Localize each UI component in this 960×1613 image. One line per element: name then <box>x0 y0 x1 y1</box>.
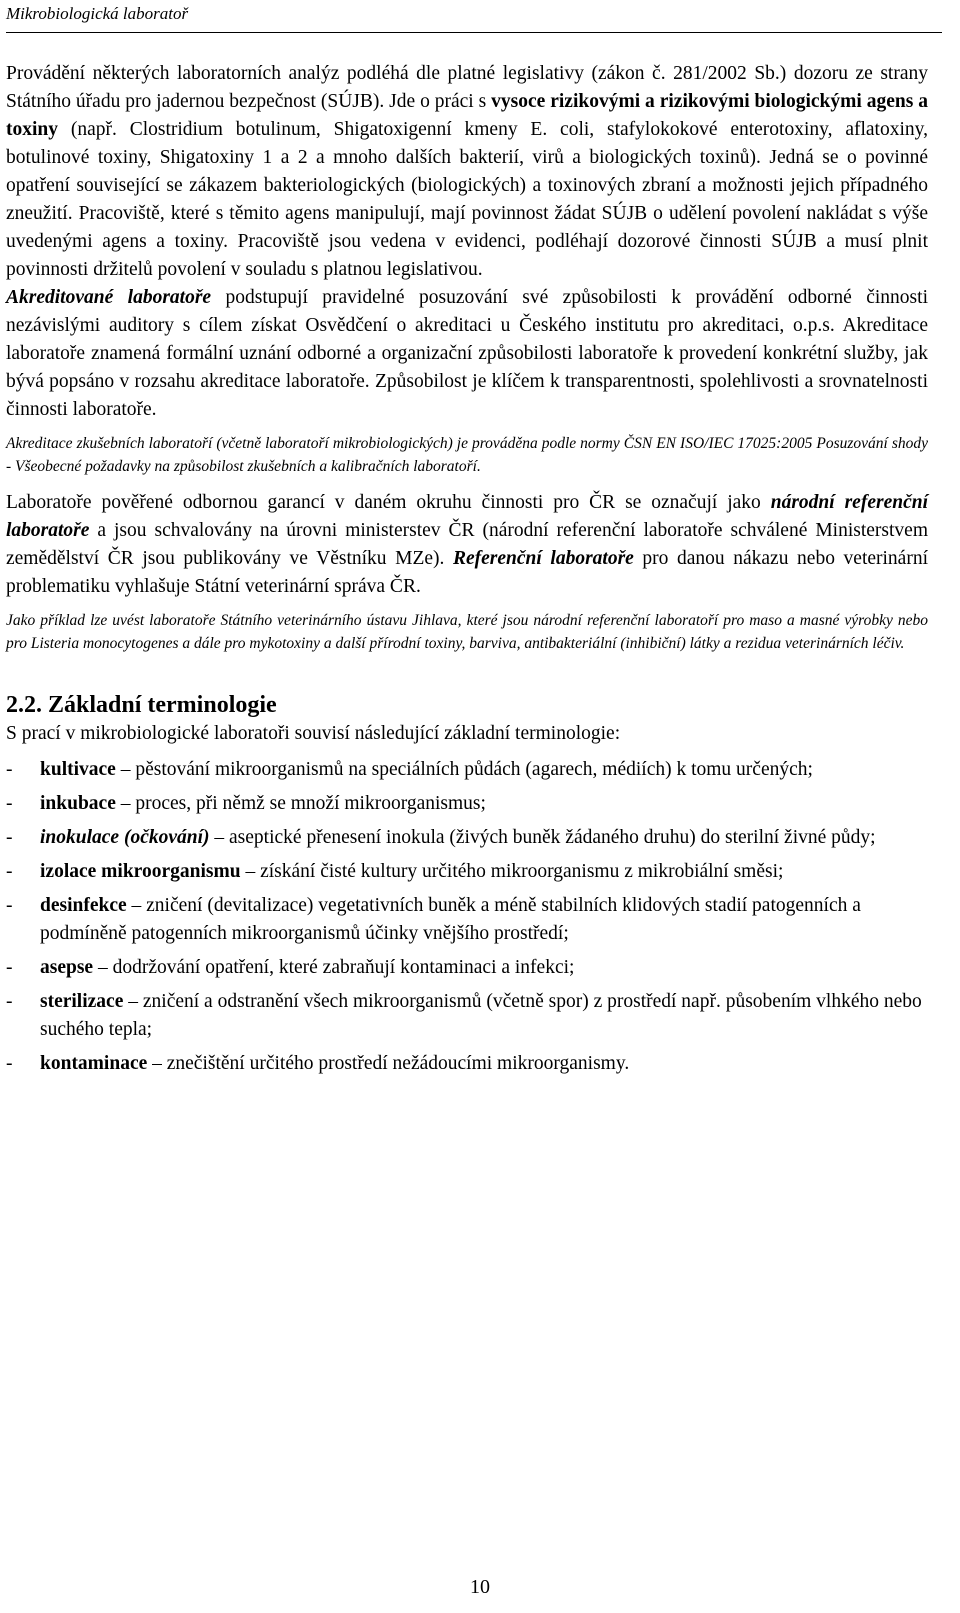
paragraph-text: a jsou schvalovány na úrovni ministerstev ČR (národní referenční laboratoře schválené Ministerstvem zemědělství ČR jsou publikovány ve Věstníku MZe). <box>6 520 928 569</box>
emphasis-national-reference: národní referenční laboratoře <box>6 492 928 541</box>
section-heading: 2.2. Základní terminologie <box>6 692 277 718</box>
paragraph-text: podstupují pravidelné posuzování své způsobilosti k provádění odborné činnosti nezávislými auditory s cílem získat Osvědčení o akreditaci u Českého institutu pro akreditaci, o.p.s. Akreditace laboratoře znamená formální uznání odborné a organizační způsobilosti laboratoře k provedení konkrétní služby, jak bývá popsáno v rozsahu akreditace laboratoře. Způsobilost je klíčem k transparentnosti, spolehlivosti a srovnatelnosti činnosti laboratoře. <box>6 287 928 420</box>
paragraph-text: Laboratoře pověřené odbornou garancí v daném okruhu činnosti pro ČR se označují jako <box>6 492 771 513</box>
paragraph-accredited-labs <box>6 284 928 424</box>
emphasis-reference: Referenční laboratoře <box>453 548 634 569</box>
list-dash: - <box>6 957 13 978</box>
term-name: kontaminace <box>40 1053 148 1074</box>
paragraph-reference-labs <box>6 489 928 601</box>
paragraph-sujb-supervision <box>6 60 928 284</box>
list-dash: - <box>6 1053 13 1074</box>
paragraph-text: Provádění některých laboratorních analýz podléhá dle platné legislativy (zákon č. 281/2002 Sb.) dozoru ze strany Státního úřadu pro jadernou bezpečnost (SÚJB). Jde o práci s <box>6 63 928 112</box>
term-definition: – zničení (devitalizace) vegetativních buněk a méně stabilních klidových stadií patogenních a podmíněně patogenních mikroorganismů účinky vnějšího prostředí; <box>40 895 861 944</box>
note-jihlava-example: Jako příklad lze uvést laboratoře Státního veterinárního ústavu Jihlava, které jsou národní referenční laboratoří pro maso a masné výrobky nebo pro Listeria monocytogenes a dále pro mykotoxiny a další přírodní toxiny, barviva, antibakteriální (inhibiční) látky a rezidua veterinárních léčiv. <box>6 612 928 652</box>
note-accreditation-standard: Akreditace zkušebních laboratoří (včetně laboratoří mikrobiologických) je prováděna podle normy ČSN EN ISO/IEC 17025:2005 Posuzování shody - Všeobecné požadavky na způsobilost zkušebních a kalibračních laboratoří. <box>6 435 928 475</box>
running-header: Mikrobiologická laboratoř <box>6 2 942 33</box>
list-item <box>6 892 928 948</box>
list-item <box>6 756 928 784</box>
term-name: sterilizace <box>40 991 124 1012</box>
list-item <box>6 858 928 886</box>
list-dash: - <box>6 793 13 814</box>
list-dash: - <box>6 861 13 882</box>
term-name: kultivace <box>40 759 116 780</box>
list-item <box>6 1050 928 1078</box>
page-content <box>6 60 928 1084</box>
list-dash: - <box>6 827 13 848</box>
term-definition: – dodržování opatření, které zabraňují kontaminaci a infekci; <box>93 957 575 978</box>
term-name: desinfekce <box>40 895 127 916</box>
emphasis-accredited: Akreditované laboratoře <box>6 287 212 308</box>
section-intro: S prací v mikrobiologické laboratoři souvisí následující základní terminologie: <box>6 723 621 744</box>
paragraph-text: pro danou nákazu nebo veterinární problematiku vyhlašuje Státní veterinární správa ČR. <box>6 548 928 597</box>
list-dash: - <box>6 759 13 780</box>
term-definition: – znečištění určitého prostředí nežádoucími mikroorganismy. <box>147 1053 630 1074</box>
term-definition: – aseptické přenesení inokula (živých buněk žádaného druhu) do sterilní živné půdy; <box>209 827 876 848</box>
list-dash: - <box>6 991 13 1012</box>
terminology-list <box>6 756 928 1078</box>
term-definition: – získání čisté kultury určitého mikroorganismu z mikrobiální směsi; <box>240 861 784 882</box>
term-name: inkubace <box>40 793 116 814</box>
list-item <box>6 824 928 852</box>
page-number: 10 <box>470 1576 490 1598</box>
emphasis-agens: vysoce rizikovými a rizikovými biologickými agens a toxiny <box>6 91 928 140</box>
paragraph-text: (např. Clostridium botulinum, Shigatoxigenní kmeny E. coli, stafylokokové enterotoxiny, aflatoxiny, botulinové toxiny, Shigatoxiny 1 a 2 a mnoho dalších bakterií, virů a biologických toxinů). Jedná se o povinné opatření související se zákazem bakteriologických (biologických) a toxinových zbraní a možnosti jejich případného zneužití. Pracoviště, které s těmito agens manipulují, mají povinnost žádat SÚJB o udělení povolení nakládat s výše uvedenými agens a toxiny. Pracoviště jsou vedena v evidenci, podléhají dozorové činnosti SÚJB a musí plnit povinnosti držitelů povolení v souladu s platnou legislativou. <box>6 119 928 280</box>
term-name: inokulace (očkování) <box>40 827 210 848</box>
list-dash: - <box>6 895 13 916</box>
term-definition: – pěstování mikroorganismů na speciálních půdách (agarech, médiích) k tomu určených; <box>115 759 813 780</box>
list-item <box>6 988 928 1044</box>
term-name: izolace mikroorganismu <box>40 861 241 882</box>
list-item <box>6 954 928 982</box>
term-name: asepse <box>40 957 94 978</box>
term-definition: – zničení a odstranění všech mikroorganismů (včetně spor) z prostředí např. působením vlhkého nebo suchého tepla; <box>40 991 922 1040</box>
list-item <box>6 790 928 818</box>
term-definition: – proces, při němž se množí mikroorganismus; <box>115 793 486 814</box>
